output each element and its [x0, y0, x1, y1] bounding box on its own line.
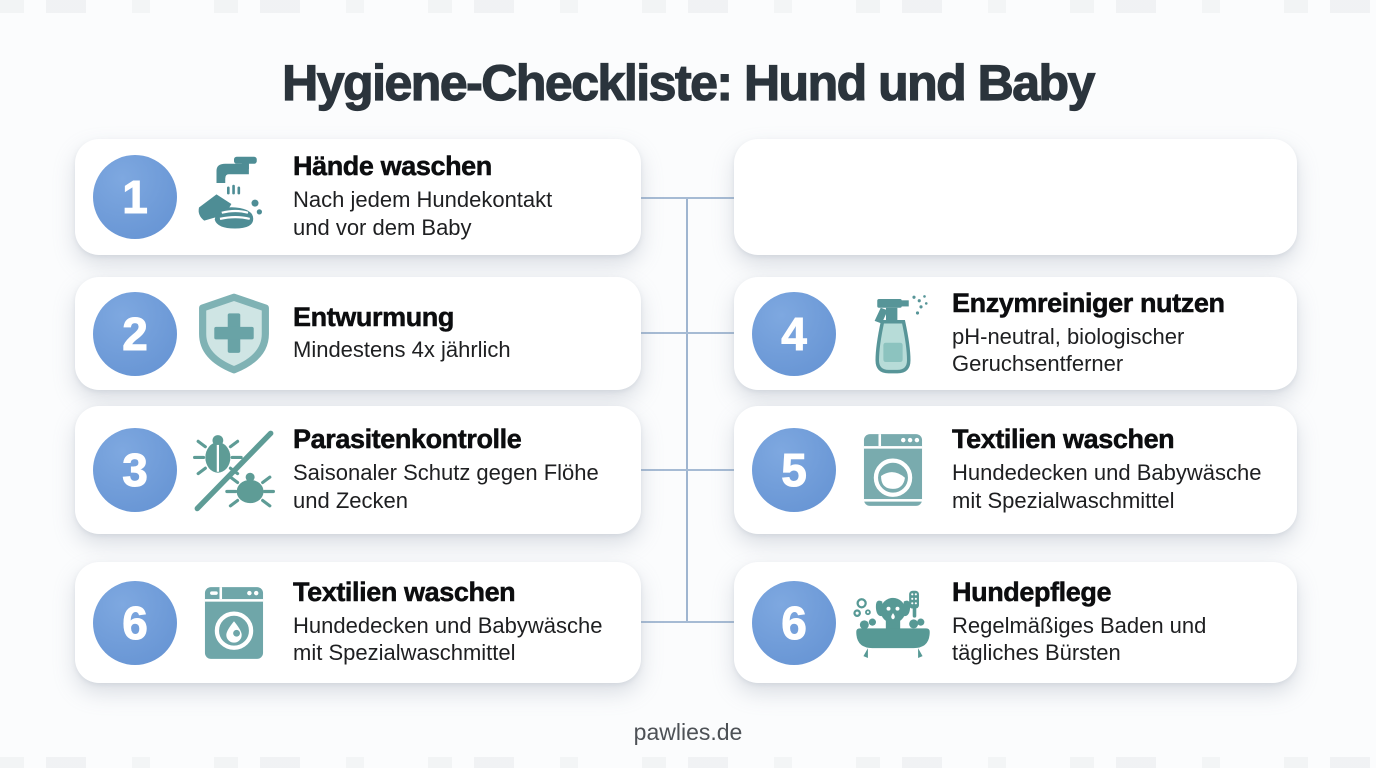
connector-vertical: [686, 197, 688, 623]
step-number-badge: 5: [752, 428, 836, 512]
card-title: Textilien waschen: [293, 576, 516, 607]
no-parasites-icon: [189, 425, 279, 515]
card-subtitle: Regelmäßiges Baden und tägliches Bürsten: [952, 612, 1207, 666]
shield-plus-icon: [189, 289, 279, 379]
card-subtitle: Hundedecken und Babywäsche mit Spezialwaschmittel: [952, 460, 1262, 513]
card-text: [952, 425, 1281, 514]
card-hundepflege: [734, 562, 1297, 683]
card-subtitle: Nach jedem Hundekontakt und vor dem Baby: [293, 187, 553, 240]
website-credit: pawlies.de: [633, 719, 743, 745]
card-text: [952, 578, 1281, 667]
card-textilien-waschen-links: [75, 562, 641, 683]
card-text: [293, 152, 625, 241]
washing-machine-icon: [848, 425, 938, 515]
washing-machine-icon: [189, 578, 279, 668]
card-empty: [734, 139, 1297, 255]
connector-horizontal-row1: [638, 197, 738, 199]
card-title: Enzymreiniger nutzen: [952, 287, 1225, 318]
spray-bottle-icon: [848, 289, 938, 379]
connector-horizontal-row3: [638, 469, 738, 471]
card-haende-waschen: [75, 139, 641, 255]
card-parasitenkontrolle: [75, 406, 641, 534]
step-number-badge: 4: [752, 292, 836, 376]
connector-horizontal-row4: [638, 621, 738, 623]
card-title: Textilien waschen: [952, 424, 1175, 455]
step-number-badge: 6: [752, 581, 836, 665]
card-title: Entwurmung: [293, 301, 454, 332]
card-title: Hände waschen: [293, 151, 492, 182]
step-number-badge: 1: [93, 155, 177, 239]
top-texture-band: [0, 0, 1376, 13]
card-title: Parasitenkontrolle: [293, 424, 522, 455]
card-subtitle: Mindestens 4x jährlich: [293, 337, 511, 363]
card-textilien-waschen-rechts: [734, 406, 1297, 534]
card-text: [293, 578, 625, 667]
bottom-texture-band: [0, 757, 1376, 768]
step-number-badge: 2: [93, 292, 177, 376]
card-subtitle: pH-neutral, biologischer Geruchsentferner: [952, 323, 1185, 377]
card-subtitle: Saisonaler Schutz gegen Flöhe und Zecken: [293, 460, 599, 513]
connector-horizontal-row2: [638, 332, 738, 334]
card-title: Hundepflege: [952, 576, 1112, 607]
step-number-badge: 3: [93, 428, 177, 512]
card-enzymreiniger: [734, 277, 1297, 390]
card-text: [293, 425, 625, 514]
step-number-badge: 6: [93, 581, 177, 665]
dog-bath-icon: [848, 578, 938, 668]
card-subtitle: Hundedecken und Babywäsche mit Spezialwaschmittel: [293, 612, 603, 666]
page-title: Hygiene-Checkliste: Hund und Baby: [282, 55, 1094, 111]
card-entwurmung: [75, 277, 641, 390]
card-text: [952, 289, 1281, 378]
hand-washing-icon: [189, 152, 279, 242]
card-text: [293, 303, 625, 364]
